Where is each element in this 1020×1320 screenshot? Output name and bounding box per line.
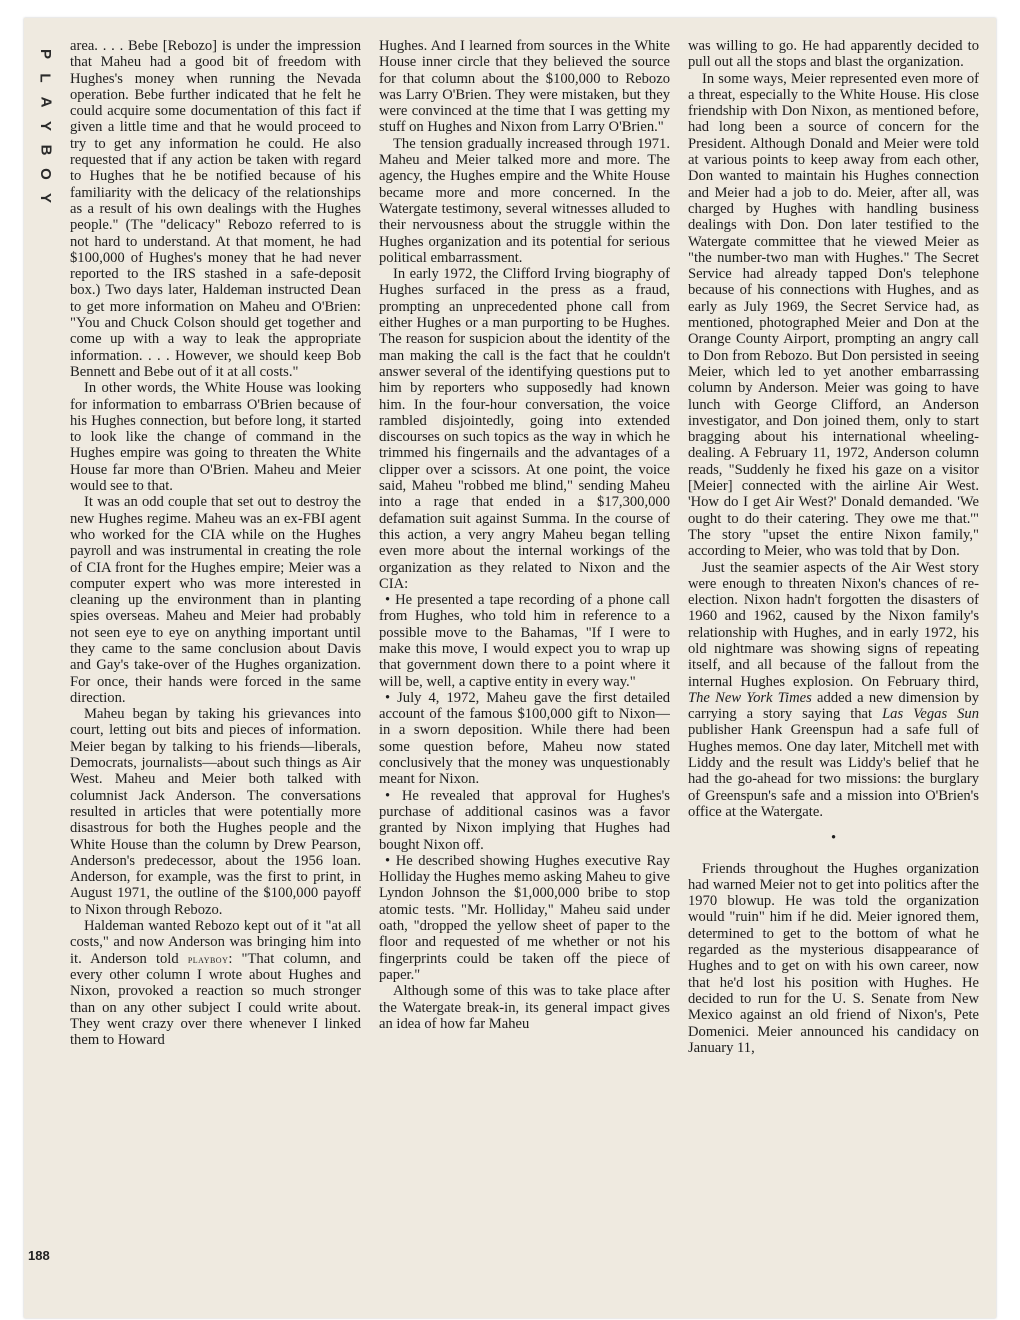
paragraph-text: added a new dimension by carrying a story saying that (688, 689, 979, 723)
article-column-1 (70, 38, 361, 1288)
masthead-letter: L (36, 73, 54, 83)
paragraph: The tension gradually increased through 1971. Maheu and Meier talked more and more. The agency, the Hughes empire and the White House became more and more concerned. In the Watergate testimony, several witnesses alluded to their nervousness about the struggle within the Hughes organization and its potential for serious political embarrassment. (379, 135, 670, 266)
paragraph-text: : "That column, and every other column I wrote about Hughes and Nixon, provoked a reaction so much stronger than on any other subject I could write about. They went crazy over there whenever I linked them to Howard (70, 950, 361, 1049)
bullet-paragraph: • He presented a tape recording of a phone call from Hughes, who told him in reference to a possible move to the Bahamas, "If I were to make this move, I would expect you to wrap up that government down there to a point where it will be, well, a captive entity in every way." (379, 592, 670, 690)
paragraph: Maheu began by taking his grievances into court, letting out bits and pieces of information. Meier began by talking to his friends—liberals, Democrats, journalists—about such things as Air West. Maheu and Meier both talked with columnist Jack Anderson. The conversations resulted in articles that were potentially more disastrous for both the Hughes people and the White House than the column by Drew Pearson, Anderson's predecessor, about the 1956 loan. Anderson, for example, was the first to print, in August 1971, the outline of the $100,000 payoff to Nixon through Rebozo. (70, 706, 361, 918)
bullet-paragraph: • He revealed that approval for Hughes's purchase of additional casinos was a favor granted by Nixon implying that Hughes had bought Nixon off. (379, 787, 670, 853)
paragraph-text: Haldeman wanted Rebozo kept out of it "at all costs," and now Anderson was bringing him into it. Anderson told (70, 918, 361, 967)
publication-title: Las Vegas Sun (882, 706, 979, 723)
paragraph: area. . . . Bebe [Rebozo] is under the impression that Maheu had a good bit of freedom with Hughes's money when running the Nevada operation. Bebe further indicated that he felt he could acquire some documentation of this fact if given a little time and that he would proceed to try to get any information he could. He also requested that if any action be taken with regard to Hughes that he be notified because of his familiarity with the delicacy of the relationships as a result of his own dealings with the Hughes people." (The "delicacy" Rebozo referred to is not hard to understand. At that moment, he had $100,000 of Hughes's money that he had never reported to the IRS stashed in a safe-deposit box.) Two days later, Haldeman instructed Dean to get more information on Maheu and O'Brien: "You and Chuck Colson should get together and come up with a way to leak the appropriate information. . . . However, we should keep Bob Bennett and Bebe out of it at all costs." (70, 38, 361, 380)
bullet-paragraph: • He described showing Hughes executive Ray Holliday the Hughes memo asking Maheu to give Lyndon Johnson the $1,000,000 bribe to stop atomic tests. "Mr. Holliday," Maheu said under oath, "dropped the yellow sheet of paper to the floor and requested of me whether or not his fingerprints could be taken off the piece of paper." (379, 852, 670, 983)
paragraph-text: Just the seamier aspects of the Air West story were enough to threaten Nixon's chances of re-election. Nixon hadn't forgotten the disasters of 1960 and 1962, caused by the Nixon family's relationship with Hughes, and in early 1972, his old nightmare was showing signs of repeating itself, and all because of the fallout from the internal Hughes explosion. On February third, (688, 559, 979, 690)
paragraph (688, 560, 979, 821)
paragraph: In some ways, Meier represented even more of a threat, especially to the White House. His close friendship with Don Nixon, as mentioned before, had long been a source of concern for the President. Although Donald and Meier were told at various points to keep away from each other, Don wanted to maintain his Hughes connection and Meier had a job to do. Meier, after all, was charged by Hughes with handling business dealings with Don. Don later testified to the Watergate committee that he viewed Meier as "the number-two man with Hughes." The Secret Service had already tapped Don's telephone because of his connections with Hughes, and as early as July 1969, the Secret Service had, as mentioned, photographed Meier and Don at the Orange County Airport, prompting an angry call to Don from Rebozo. But Don persisted in seeing Meier, which led to yet another embarrassing column by Anderson. Meier was going to have lunch with George Clifford, an Anderson investigator, and Don joined them, only to start bragging about his international wheeling-dealing. A February 11, 1972, Anderson column reads, "Suddenly he fixed his gaze on a visitor [Meier] connected with the airline Air West. 'How do I get Air West?' Donald demanded. 'We ought to do their catering. They owe me that.'" The story "upset the entire Nixon family," according to Meier, who was told that by Don. (688, 70, 979, 560)
paragraph: Friends throughout the Hughes organization had warned Meier not to get into politics after the 1970 blowup. He was told the organization would "ruin" him if he did. Meier ignored them, determined to get to the bottom of what he regarded as the mysterious disappearance of Hughes and to get on with his own career, now that he'd lost his position with Hughes. He decided to run for the U. S. Senate from New Mexico against an old friend of Nixon's, Pete Domenici. Meier announced his candidacy on January 11, (688, 860, 979, 1056)
masthead-letter: P (36, 48, 54, 60)
paragraph: Hughes. And I learned from sources in the White House inner circle that they believed the source for that column about the $100,000 to Rebozo was Larry O'Brien. They were mistaken, but they were convinced at the time that I was getting my stuff on Hughes and Nixon from Larry O'Brien." (379, 38, 670, 136)
article-column-2 (379, 38, 670, 1288)
paragraph: Although some of this was to take place after the Watergate break-in, its general impact gives an idea of how far Maheu (379, 983, 670, 1032)
paragraph (70, 918, 361, 1048)
masthead-letter: Y (36, 192, 54, 204)
page-number: 188 (28, 1248, 50, 1263)
paragraph: In early 1972, the Clifford Irving biography of Hughes surfaced in the press as a fraud, prompting an unprecedented phone call from either Hughes or a man purporting to be Hughes. The reason for suspicion about the identity of the man making the call is the fact that he couldn't answer several of the identifying questions put to him by reporters who supposedly had known him. In the four-hour conversation, the voice rambled disjointedly, going into extended discourses on such topics as the way in which he trimmed his fingernails and the advantages of a clipper over a scissors. At one point, the voice said, Maheu "robbed me blind," sending Maheu into a rage that ended in a $17,300,000 defamation suit against Summa. In the course of this action, a very angry Maheu began telling even more about the internal workings of the organization as they related to Nixon and the CIA: (379, 266, 670, 592)
masthead-letter: A (37, 96, 54, 108)
magazine-page (24, 18, 996, 1318)
paragraph: was willing to go. He had apparently decided to pull out all the stops and blast the organization. (688, 38, 979, 71)
article-columns (70, 38, 980, 1288)
masthead-letter: Y (36, 120, 54, 132)
masthead-letter: B (37, 144, 54, 156)
paragraph: It was an odd couple that set out to destroy the new Hughes regime. Maheu was an ex-FBI agent who worked for the CIA while on the Hughes payroll and was instrumental in creating the role of CIA front for the Hughes empire; Meier was a computer expert who was more interested in cleaning up the environment than in planting spies overseas. Maheu and Meier had probably not seen eye to eye on anything important until they came to the same conclusion about Davis and Gay's take-over of the Hughes organization. For once, their hands were forced in the same direction. (70, 494, 361, 706)
paragraph: In other words, the White House was looking for information to embarrass O'Brien because of his Hughes connection, but before long, it started to look like the change of command in the Hughes empire was going to threaten the White House far more than O'Brien. Maheu and Meier would see to that. (70, 380, 361, 495)
masthead-letter: O (36, 168, 54, 180)
paragraph-text: publisher Hank Greenspun had a safe full of Hughes memos. One day later, Mitchell met with Liddy and the result was Liddy's belief that he had the go-ahead for two missions: the burglary of Greenspun's safe and a mission into O'Brien's office at the Watergate. (688, 722, 979, 820)
bullet-paragraph: • July 4, 1972, Maheu gave the first detailed account of the famous $100,000 gift to Nixon—in a sworn deposition. While there had been some question before, Maheu now stated conclusively that the money was unquestionably meant for Nixon. (379, 689, 670, 788)
magazine-masthead (24, 42, 66, 210)
publication-title: The New York Times (688, 689, 812, 706)
section-separator: • (830, 830, 837, 847)
article-column-3 (688, 38, 979, 1288)
playboy-small-caps: playboy (187, 951, 229, 966)
